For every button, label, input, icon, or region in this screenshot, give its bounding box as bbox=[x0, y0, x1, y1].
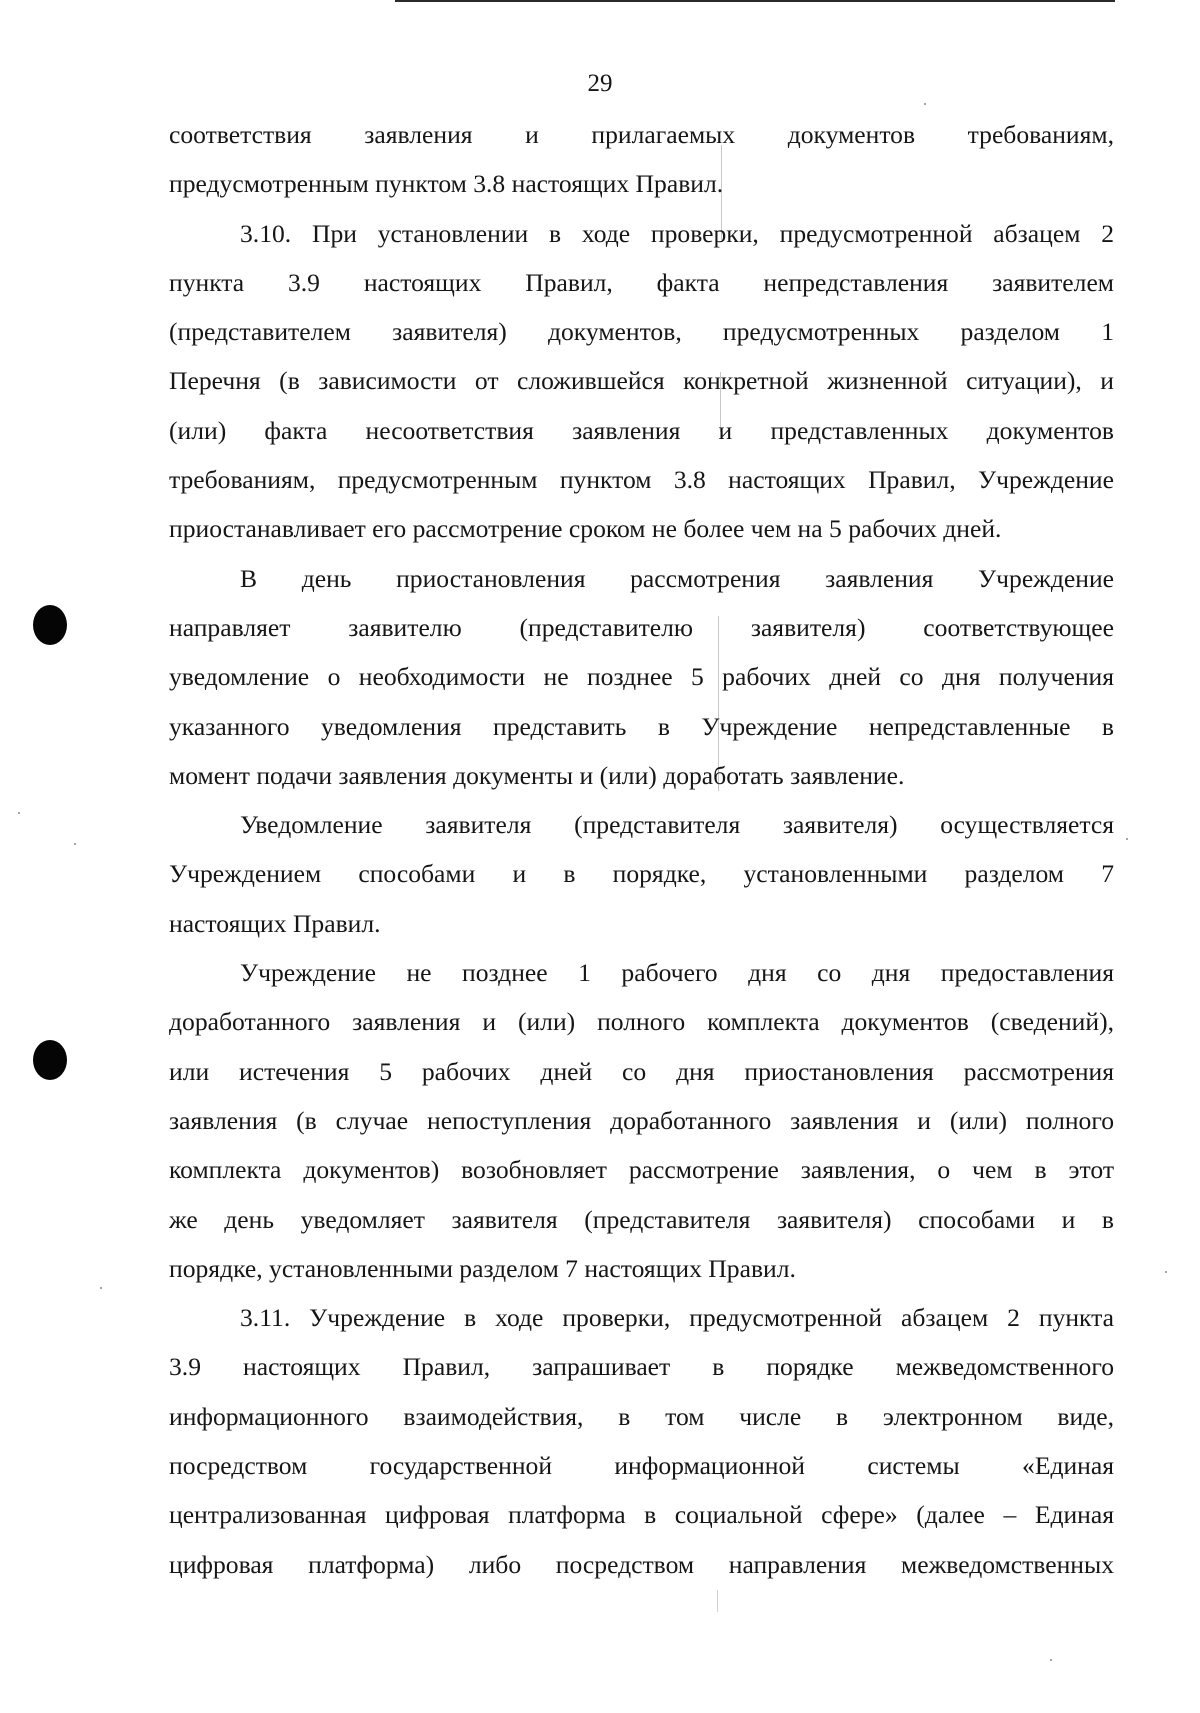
text-line: заявления (в случае непоступления доработанного заявления и (или) полного bbox=[169, 1105, 1114, 1135]
text-line: 3.9 настоящих Правил, запрашивает в порядке межведомственного bbox=[169, 1352, 1114, 1382]
scan-artifact-line bbox=[717, 1590, 718, 1612]
paragraph bbox=[169, 554, 1114, 800]
paragraph bbox=[169, 209, 1114, 554]
text-line: указанного уведомления представить в Учреждение непредставленные в bbox=[169, 711, 1114, 741]
scan-speck bbox=[1050, 1659, 1052, 1661]
paragraph bbox=[169, 948, 1114, 1293]
text-line: централизованная цифровая платформа в социальной сфере» (далее – Единая bbox=[169, 1500, 1114, 1530]
text-line: информационного взаимодействия, в том числе в электронном виде, bbox=[169, 1401, 1114, 1431]
scan-speck bbox=[1126, 838, 1128, 840]
binder-hole-upper bbox=[33, 605, 67, 645]
text-line: или истечения 5 рабочих дней со дня приостановления рассмотрения bbox=[169, 1056, 1114, 1086]
scan-speck bbox=[74, 843, 76, 845]
top-border-line bbox=[395, 0, 1115, 2]
scan-speck bbox=[924, 103, 926, 105]
text-line: (представителем заявителя) документов, предусмотренных разделом 1 bbox=[169, 317, 1114, 347]
binder-hole-lower bbox=[33, 1040, 67, 1080]
paragraph bbox=[169, 1293, 1114, 1589]
text-line: Учреждение не позднее 1 рабочего дня со дня предоставления bbox=[240, 958, 1114, 988]
text-line: Перечня (в зависимости от сложившейся конкретной жизненной ситуации), и bbox=[169, 366, 1114, 396]
text-line: доработанного заявления и (или) полного комплекта документов (сведений), bbox=[169, 1007, 1114, 1037]
text-line: же день уведомляет заявителя (представителя заявителя) способами и в bbox=[169, 1204, 1114, 1234]
document-body bbox=[169, 110, 1114, 1589]
scan-speck bbox=[18, 812, 20, 814]
text-line: уведомление о необходимости не позднее 5 рабочих дней со дня получения bbox=[169, 662, 1114, 692]
text-line: предусмотренным пунктом 3.8 настоящих Правил. bbox=[169, 169, 724, 199]
text-line: пункта 3.9 настоящих Правил, факта непредставления заявителем bbox=[169, 267, 1114, 297]
text-line: посредством государственной информационной системы «Единая bbox=[169, 1451, 1114, 1481]
text-line: В день приостановления рассмотрения заявления Учреждение bbox=[240, 563, 1114, 593]
scan-speck bbox=[1165, 1271, 1167, 1273]
text-line: Учреждением способами и в порядке, установленными разделом 7 bbox=[169, 859, 1114, 889]
text-line: 3.11. Учреждение в ходе проверки, предусмотренной абзацем 2 пункта bbox=[240, 1303, 1114, 1333]
text-line: (или) факта несоответствия заявления и представленных документов bbox=[169, 415, 1114, 445]
text-line: приостанавливает его рассмотрение сроком не более чем на 5 рабочих дней. bbox=[169, 514, 1002, 544]
text-line: цифровая платформа) либо посредством направления межведомственных bbox=[169, 1549, 1114, 1579]
text-line: соответствия заявления и прилагаемых документов требованиям, bbox=[169, 120, 1114, 149]
paragraph bbox=[169, 800, 1114, 948]
text-line: направляет заявителю (представителю заявителя) соответствующее bbox=[169, 612, 1114, 642]
page-number: 29 bbox=[587, 70, 613, 97]
text-line: комплекта документов) возобновляет рассмотрение заявления, о чем в этот bbox=[169, 1155, 1114, 1185]
text-line: Уведомление заявителя (представителя заявителя) осуществляется bbox=[240, 810, 1114, 840]
text-line: требованиям, предусмотренным пунктом 3.8 настоящих Правил, Учреждение bbox=[169, 465, 1114, 495]
scan-speck bbox=[100, 1287, 102, 1289]
text-line: момент подачи заявления документы и (или) доработать заявление. bbox=[169, 760, 905, 790]
paragraph bbox=[169, 110, 1114, 209]
text-line: 3.10. При установлении в ходе проверки, предусмотренной абзацем 2 bbox=[240, 218, 1114, 248]
text-line: порядке, установленными разделом 7 настоящих Правил. bbox=[169, 1253, 796, 1283]
text-line: настоящих Правил. bbox=[169, 908, 381, 938]
